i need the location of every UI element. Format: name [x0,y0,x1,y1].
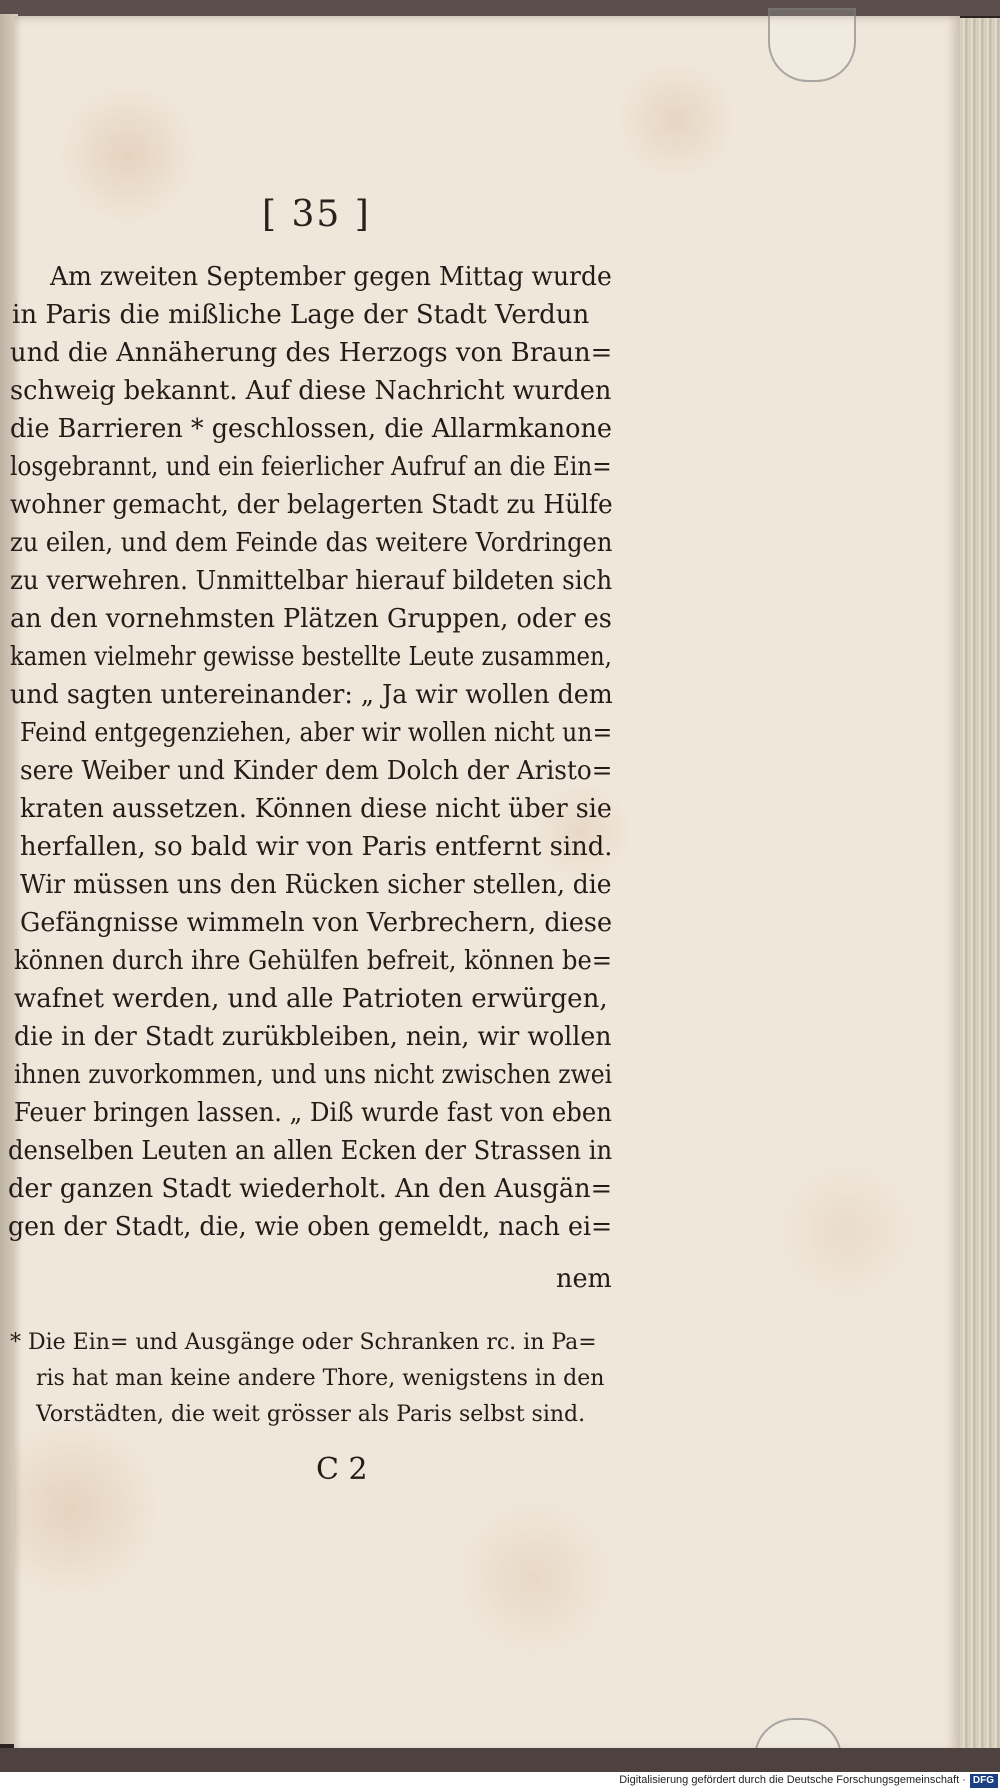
body-line: herfallen, so bald wir von Paris entfernt sind. [20,832,613,862]
footnote-line: ris hat man keine andere Thore, wenigstens in den [36,1366,605,1391]
body-line: wohner gemacht, der belagerten Stadt zu Hülfe [10,490,613,520]
body-line: Feuer bringen lassen. „ Diß wurde fast von eben [14,1098,612,1128]
signature-mark: C 2 [316,1452,368,1487]
page-number: [ 35 ] [262,194,371,235]
catchword: nem [556,1264,612,1294]
digitization-credit [0,1772,1000,1789]
body-line: gen der Stadt, die, wie oben gemeldt, nach ei= [8,1212,613,1242]
body-line: kraten aussetzen. Können diese nicht über sie [20,794,612,824]
body-line: Gefängnisse wimmeln von Verbrechern, diese [20,908,613,938]
body-line: ihnen zuvorkommen, und uns nicht zwischen zwei [14,1060,613,1090]
body-line: Am zweiten September gegen Mittag wurde [50,262,612,292]
body-line: wafnet werden, und alle Patrioten erwürgen, [14,984,608,1014]
body-line: zu eilen, und dem Feinde das weitere Vordringen [10,528,613,558]
body-line: kamen vielmehr gewisse bestellte Leute zusammen, [10,642,612,672]
body-line: die in der Stadt zurükbleiben, nein, wir wollen [14,1022,612,1052]
dfg-logo: DFG [970,1774,998,1788]
body-line: und die Annäherung des Herzogs von Braun= [10,338,613,368]
body-line: denselben Leuten an allen Ecken der Strassen in [8,1136,613,1166]
body-line: der ganzen Stadt wiederholt. An den Ausgän= [8,1174,613,1204]
body-line: Wir müssen uns den Rücken sicher stellen, die [20,870,612,900]
body-line: zu verwehren. Unmittelbar hierauf bildeten sich [10,566,613,596]
footnote-line: Vorstädten, die weit grösser als Paris selbst sind. [36,1402,586,1427]
body-line: in Paris die mißliche Lage der Stadt Verdun [12,300,590,330]
body-line: sere Weiber und Kinder dem Dolch der Aristo= [20,756,613,786]
body-line: schweig bekannt. Auf diese Nachricht wurden [10,376,612,406]
body-line: Feind entgegenziehen, aber wir wollen nicht un= [20,718,613,748]
credit-text: Digitalisierung gefördert durch die Deutsche Forschungsgemeinschaft · [619,1774,966,1786]
footnote-line: * Die Ein= und Ausgänge oder Schranken rc. in Pa= [10,1330,597,1355]
body-line: können durch ihre Gehülfen befreit, können be= [14,946,612,976]
body-line: losgebrannt, und ein feierlicher Aufruf an die Ein= [10,452,612,482]
body-line: an den vornehmsten Plätzen Gruppen, oder es [10,604,612,634]
body-line: die Barrieren * geschlossen, die Allarmkanone [10,414,612,444]
body-line: und sagten untereinander: „ Ja wir wollen dem [10,680,613,710]
